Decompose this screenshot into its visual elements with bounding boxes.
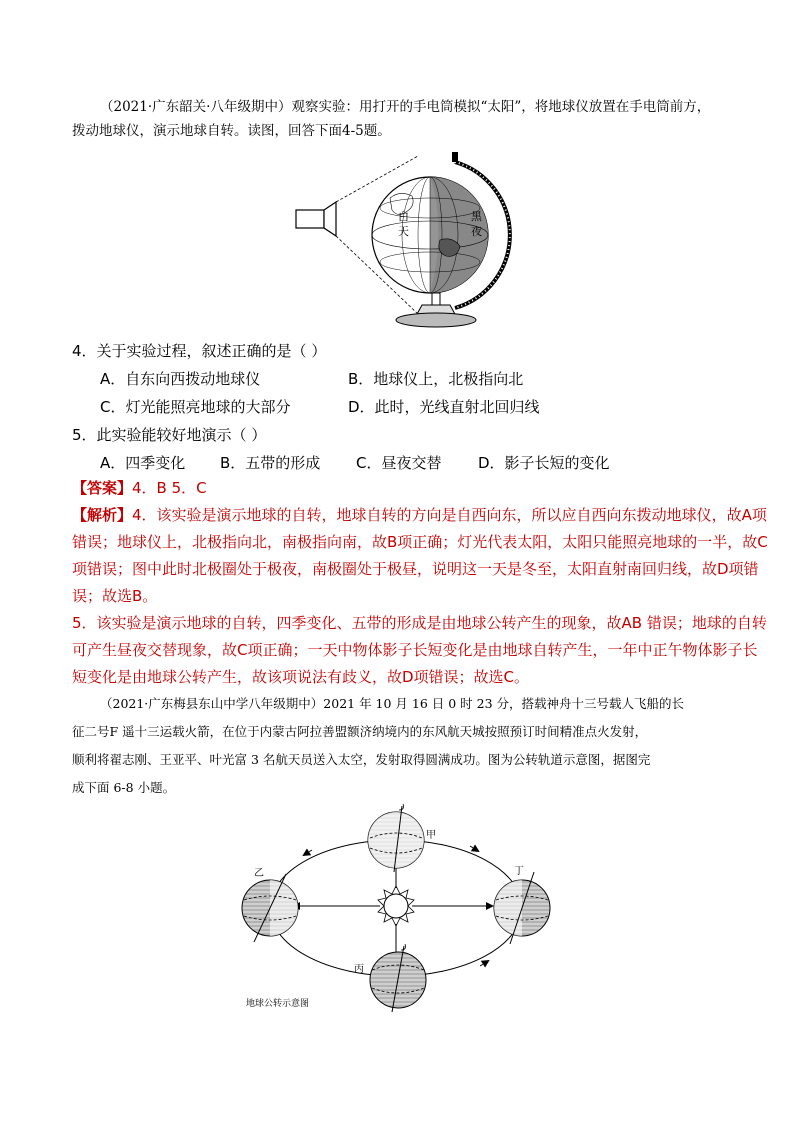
- globe: [372, 152, 510, 327]
- sun: [378, 886, 414, 926]
- analysis-line-2: 错误；地球仪上，北极指向北，南极指向南，故B项正确；灯光代表太阳，太阳只能照亮地球的一半，故C: [72, 533, 768, 551]
- label-jia: 甲: [426, 830, 436, 841]
- intro2-line4: 成下面 6-8 小题。: [72, 780, 176, 795]
- earth-bing: [370, 944, 426, 1012]
- intro1-line1: （2021·广东韶关·八年级期中）观察实验：用打开的手电筒模拟“太阳”，将地球仪放置在手电筒前方，: [100, 99, 711, 115]
- label-ding: 丁: [514, 866, 524, 877]
- figure2-caption: 地球公转示意图: [246, 999, 310, 1009]
- day-label-char2: 天: [398, 225, 409, 238]
- analysis-line-3: 项错误；图中此时北极圈处于极夜，南极圈处于极昼，说明这一天是冬至，太阳直射南回归线，故D项错: [72, 560, 759, 578]
- analysis-line-5: 5．该实验是演示地球的自转，四季变化、五带的形成是由地球公转产生的现象，故AB 错误；地球的自转: [72, 614, 767, 632]
- intro1-line2: 拨动地球仪，演示地球自转。读图，回答下面4-5题。: [72, 123, 391, 139]
- q4-option-b: B．地球仪上，北极指向北: [348, 370, 524, 388]
- q4-option-c: C．灯光能照亮地球的大部分: [100, 398, 291, 416]
- earth-ding: [494, 872, 550, 944]
- q4-option-d: D．此时，光线直射北回归线: [348, 398, 540, 416]
- night-label-char2: 夜: [471, 225, 482, 238]
- answer-text: 4．B 5．C: [132, 479, 207, 497]
- day-label-char1: 白: [398, 210, 409, 223]
- analysis-line-6: 可产生昼夜交替现象，故C项正确；一天中物体影子长短变化是由地球自转产生，一年中正午物体影子长: [72, 641, 758, 659]
- intro2-line1: （2021·广东梅县东山中学八年级期中）2021 年 10 月 16 日 0 时 23 分，搭载神舟十三号载人飞船的长: [100, 696, 685, 711]
- globe-flashlight-figure: [290, 148, 520, 330]
- intro2-line2: 征二号F 遥十三运载火箭，在位于内蒙古阿拉善盟额济纳境内的东风航天城按照预订时间精准点火发射，: [72, 724, 648, 739]
- q5-option-d: D．影子长短的变化: [478, 454, 610, 472]
- q4-stem: 4．关于实验过程，叙述正确的是（ ）: [72, 342, 327, 360]
- answer-line: [72, 475, 207, 502]
- analysis-line-1: [72, 502, 767, 529]
- answer-tag: 【答案】: [72, 479, 133, 497]
- earth-yi: [242, 874, 298, 942]
- intro2-line3: 顺利将翟志刚、王亚平、叶光富 3 名航天员送入太空，发射取得圆满成功。图为公转轨道示意图，据图完: [72, 752, 651, 767]
- analysis-text-1: 4．该实验是演示地球的自转，地球自转的方向是自西向东，所以应自西向东拨动地球仪，故A项: [132, 506, 767, 524]
- q5-option-a: A．四季变化: [100, 454, 186, 472]
- analysis-tag: 【解析】: [72, 506, 133, 524]
- q5-option-b: B．五带的形成: [220, 454, 321, 472]
- analysis-line-4: 误；故选B。: [72, 587, 158, 605]
- q5-stem: 5．此实验能较好地演示（ ）: [72, 426, 267, 444]
- q5-option-c: C．昼夜交替: [356, 454, 442, 472]
- flashlight-head: [324, 202, 336, 236]
- label-bing: 丙: [354, 964, 364, 975]
- night-label-char1: 黑: [471, 210, 482, 223]
- earth-jia: [368, 804, 424, 872]
- q4-option-a: A．自东向西拨动地球仪: [100, 370, 261, 388]
- flashlight-body: [296, 210, 324, 228]
- analysis-line-7: 短变化是由地球公转产生，故该项说法有歧义，故D项错误；故选C。: [72, 668, 530, 686]
- earth-revolution-diagram: [230, 800, 560, 1015]
- label-yi: 乙: [254, 868, 264, 879]
